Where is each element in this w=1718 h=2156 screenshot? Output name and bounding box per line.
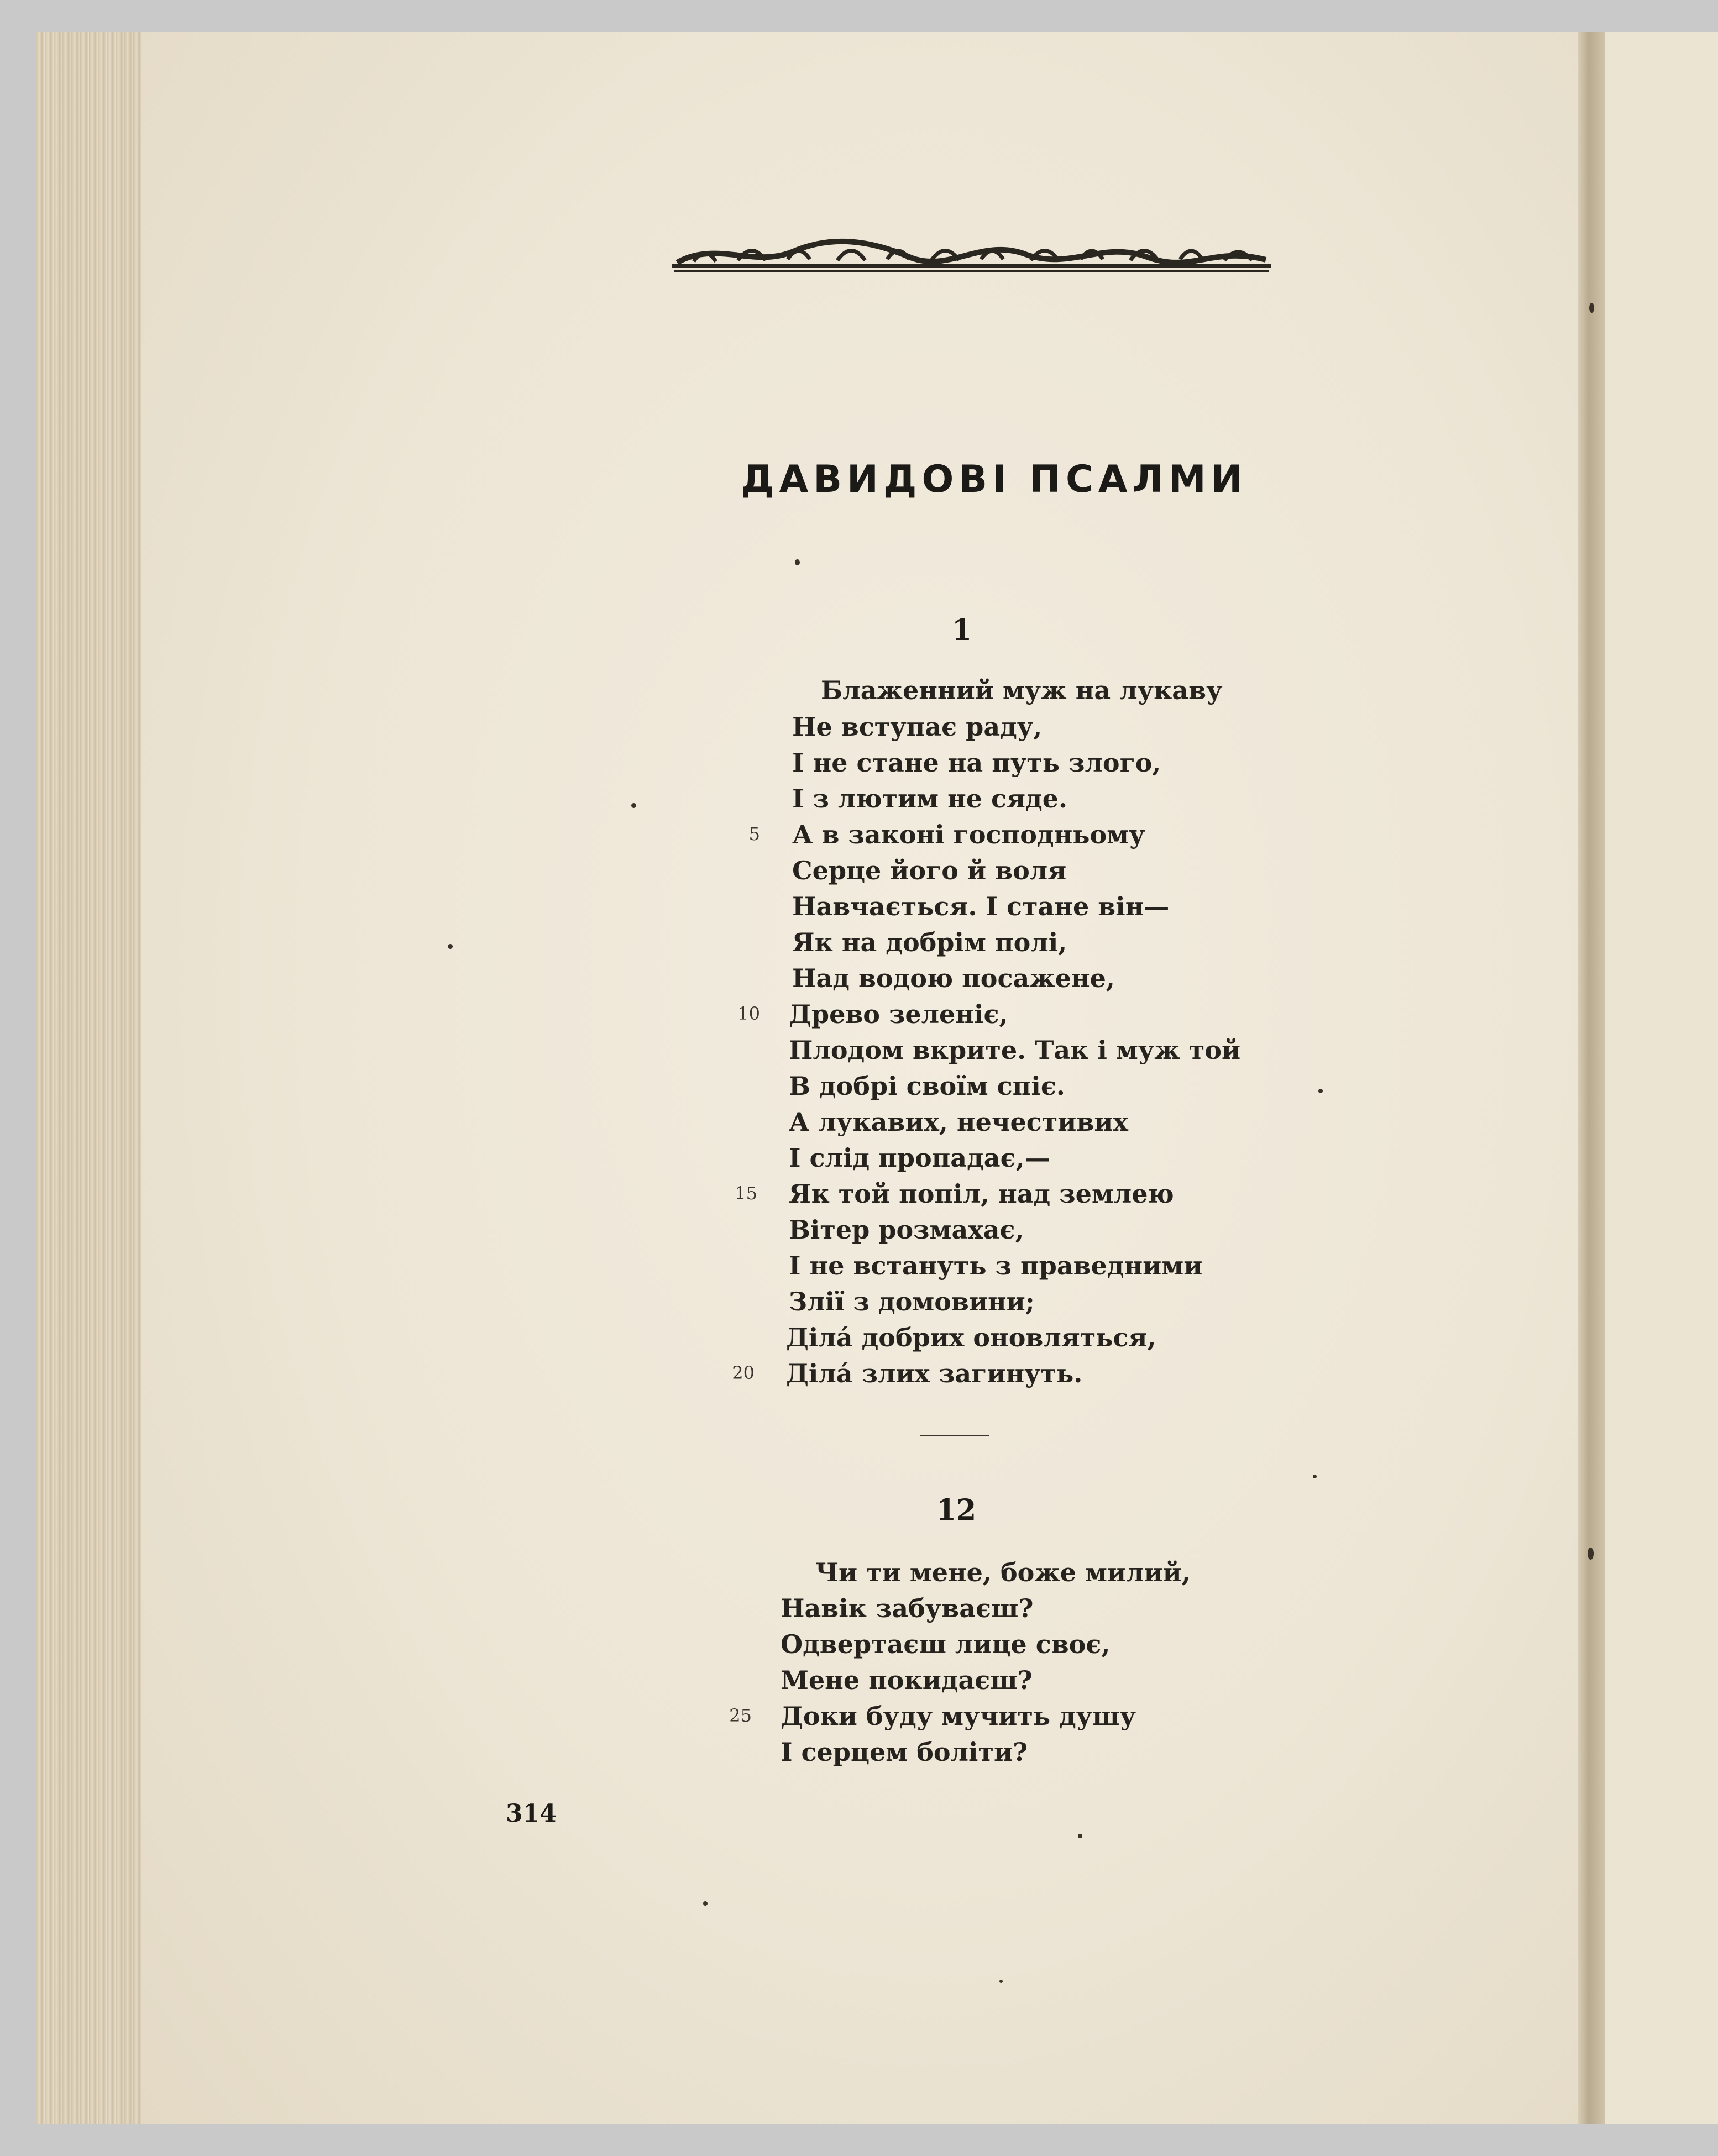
next-page-edge xyxy=(1605,32,1718,2124)
verse-line: І не стане на путь злого, xyxy=(792,748,1161,778)
section-divider xyxy=(920,1435,989,1436)
verse-line: А лукавих, нечестивих xyxy=(789,1107,1128,1137)
line-number: 15 xyxy=(735,1183,757,1204)
verse-line: Ділá злих загинуть. xyxy=(786,1358,1083,1388)
verse-line: І слід пропадає,— xyxy=(789,1143,1050,1173)
line-number: 25 xyxy=(729,1705,752,1726)
verse-line: А в законі господньому xyxy=(792,820,1145,849)
verse-line: Над водою посажене, xyxy=(792,963,1115,993)
speck xyxy=(1078,1834,1082,1838)
verse-line: І з лютим не сяде. xyxy=(792,784,1067,814)
psalm-number: 1 xyxy=(951,613,972,647)
verse-line: В добрі своїм спіє. xyxy=(789,1071,1065,1101)
verse-line: Навчається. І стане він— xyxy=(792,891,1170,921)
verse-line: Вітер розмахає, xyxy=(789,1215,1024,1245)
psalm-number: 12 xyxy=(936,1493,977,1527)
speck xyxy=(448,944,453,949)
verse-line: Як на добрім полі, xyxy=(792,927,1067,957)
verse-line: І серцем боліти? xyxy=(781,1737,1028,1767)
verse-line: Злії з домовини; xyxy=(789,1287,1035,1316)
verse-line: Древо зеленіє, xyxy=(789,999,1008,1029)
page-number: 314 xyxy=(506,1800,557,1828)
verse-line: Серце його й воля xyxy=(792,856,1067,885)
verse-line: Мене покидаєш? xyxy=(781,1665,1033,1695)
verse-line: Доки буду мучить душу xyxy=(781,1701,1136,1731)
verse-line: Одвертаєш лице своє, xyxy=(781,1629,1111,1659)
book-gutter xyxy=(1578,32,1605,2124)
speck xyxy=(631,803,636,808)
line-number: 5 xyxy=(748,823,760,844)
speck xyxy=(1313,1475,1317,1478)
page-edges xyxy=(36,32,141,2124)
speck xyxy=(999,1980,1003,1983)
line-number: 10 xyxy=(737,1003,760,1024)
ornament-icon xyxy=(672,235,1271,279)
verse-line: Чи ти мене, боже милий, xyxy=(815,1557,1191,1587)
verse-line: Як той попіл, над землею xyxy=(789,1179,1174,1209)
verse-line: Блаженний муж на лукаву xyxy=(821,675,1223,705)
speck xyxy=(1588,1548,1594,1560)
page-title: ДАВИДОВІ ПСАЛМИ xyxy=(741,458,1248,501)
line-number: 20 xyxy=(732,1362,755,1383)
verse-line: Ділá добрих оновляться, xyxy=(786,1323,1156,1352)
verse-line: Плодом вкрите. Так і муж той xyxy=(789,1035,1241,1065)
speck xyxy=(1589,303,1594,313)
verse-line: Навік забуваєш? xyxy=(781,1593,1034,1623)
speck xyxy=(703,1901,708,1906)
verse-line: І не встануть з праведними xyxy=(789,1251,1203,1281)
speck xyxy=(1318,1089,1323,1093)
verse-line: Не вступає раду, xyxy=(792,712,1043,742)
speck xyxy=(795,559,800,565)
